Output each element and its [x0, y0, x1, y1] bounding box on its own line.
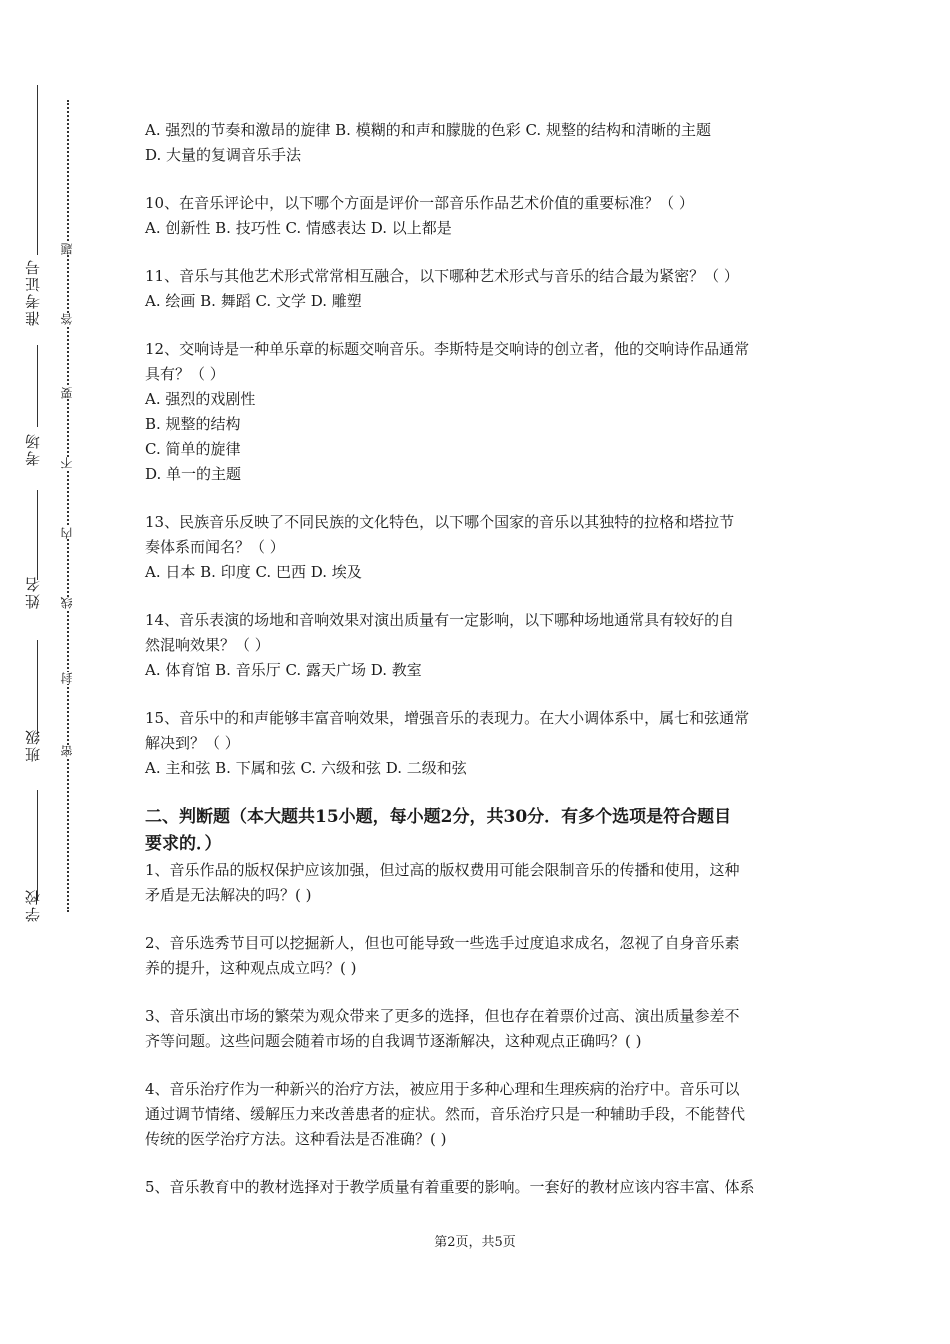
seal-char: 题 [60, 243, 74, 255]
question-text: 矛盾是无法解决的吗？( ) [145, 886, 312, 904]
option-line: B. 规整的结构 [145, 415, 241, 433]
option-line: D. 单一的主题 [145, 465, 242, 483]
question-text: 奏体系而闻名？（ ） [145, 538, 285, 556]
question-14 [145, 608, 815, 683]
question-text: 12、交响诗是一种单乐章的标题交响音乐。李斯特是交响诗的创立者，他的交响诗作品通常 [145, 340, 750, 358]
question-text: 11、音乐与其他艺术形式常常相互融合，以下哪种艺术形式与音乐的结合最为紧密？（ ） [145, 267, 739, 285]
question-text: 5、音乐教育中的教材选择对于教学质量有着重要的影响。一套好的教材应该内容丰富、体系 [145, 1178, 755, 1196]
q9-options [145, 118, 815, 168]
seal-char: 要 [60, 387, 74, 399]
question-12 [145, 337, 815, 487]
room-line [37, 345, 38, 427]
question-text: 1、音乐作品的版权保护应该加强，但过高的版权费用可能会限制音乐的传播和使用，这种 [145, 861, 740, 879]
school-line [37, 790, 38, 900]
question-text: 4、音乐治疗作为一种新兴的治疗方法，被应用于多种心理和生理疾病的治疗中。音乐可以 [145, 1080, 740, 1098]
exam-id-label: 准考证号 [24, 258, 42, 326]
exam-content [145, 118, 815, 1223]
name-label: 姓名 [24, 575, 42, 609]
question-text: 通过调节情绪、缓解压力来改善患者的症状。然而，音乐治疗只是一种辅助手段，不能替代 [145, 1105, 746, 1123]
question-text: 15、音乐中的和声能够丰富音响效果，增强音乐的表现力。在大小调体系中，属七和弦通常 [145, 709, 750, 727]
question-15 [145, 706, 815, 781]
class-label: 班级 [24, 728, 42, 762]
tf-question-3 [145, 1004, 815, 1054]
school-label: 学校 [24, 888, 42, 922]
question-text: 14、音乐表演的场地和音响效果对演出质量有一定影响，以下哪种场地通常具有较好的自 [145, 611, 735, 629]
section-title: 要求的．） [145, 834, 222, 854]
seal-char: 密 [60, 745, 74, 757]
seal-dotted-line [67, 100, 69, 912]
question-text: 解决到？（ ） [145, 734, 240, 752]
question-10 [145, 191, 815, 241]
seal-char: 不 [60, 457, 74, 469]
seal-char: 答 [60, 313, 74, 325]
question-text: 传统的医学治疗方法。这种看法是否准确？( ) [145, 1130, 447, 1148]
question-text: 齐等问题。这些问题会随着市场的自我调节逐渐解决，这种观点正确吗？( ) [145, 1032, 642, 1050]
question-text: 2、音乐选秀节目可以挖掘新人，但也可能导致一些选手过度追求成名，忽视了自身音乐素 [145, 934, 740, 952]
section-title: 二、判断题（本大题共15小题，每小题2分，共30分．有多个选项是符合题目 [145, 807, 732, 827]
tf-question-2 [145, 931, 815, 981]
tf-question-4 [145, 1077, 815, 1152]
tf-question-1 [145, 858, 815, 908]
section-2 [145, 804, 815, 1200]
option-line: C. 简单的旋律 [145, 440, 241, 458]
class-line [37, 640, 38, 735]
tf-question-5 [145, 1175, 815, 1200]
question-text: 10、在音乐评论中，以下哪个方面是评价一部音乐作品艺术价值的重要标准？（ ） [145, 194, 694, 212]
seal-char: 线 [60, 597, 74, 609]
option-line: A. 强烈的节奏和激昂的旋律 B. 模糊的和声和朦胧的色彩 C. 规整的结构和清晰的主题 [145, 121, 711, 139]
question-text: 养的提升，这种观点成立吗？( ) [145, 959, 357, 977]
name-line [37, 490, 38, 580]
option-line: A. 体育馆 B. 音乐厅 C. 露天广场 D. 教室 [145, 661, 422, 679]
question-text: 具有？（ ） [145, 365, 225, 383]
seal-char: 封 [60, 672, 74, 684]
option-line: D. 大量的复调音乐手法 [145, 146, 302, 164]
page-footer: 第2页，共5页 [434, 1235, 516, 1250]
question-11 [145, 264, 815, 314]
question-text: 3、音乐演出市场的繁荣为观众带来了更多的选择，但也存在着票价过高、演出质量参差不 [145, 1007, 740, 1025]
seal-char: 内 [60, 527, 74, 539]
question-text: 13、民族音乐反映了不同民族的文化特色，以下哪个国家的音乐以其独特的拉格和塔拉节 [145, 513, 735, 531]
option-line: A. 创新性 B. 技巧性 C. 情感表达 D. 以上都是 [145, 219, 452, 237]
exam-id-line [37, 85, 38, 255]
room-label: 考场 [24, 432, 42, 466]
option-line: A. 绘画 B. 舞蹈 C. 文学 D. 雕塑 [145, 292, 362, 310]
question-13 [145, 510, 815, 585]
option-line: A. 主和弦 B. 下属和弦 C. 六级和弦 D. 二级和弦 [145, 759, 467, 777]
option-line: A. 日本 B. 印度 C. 巴西 D. 埃及 [145, 563, 362, 581]
option-line: A. 强烈的戏剧性 [145, 390, 256, 408]
question-text: 然混响效果？（ ） [145, 636, 270, 654]
